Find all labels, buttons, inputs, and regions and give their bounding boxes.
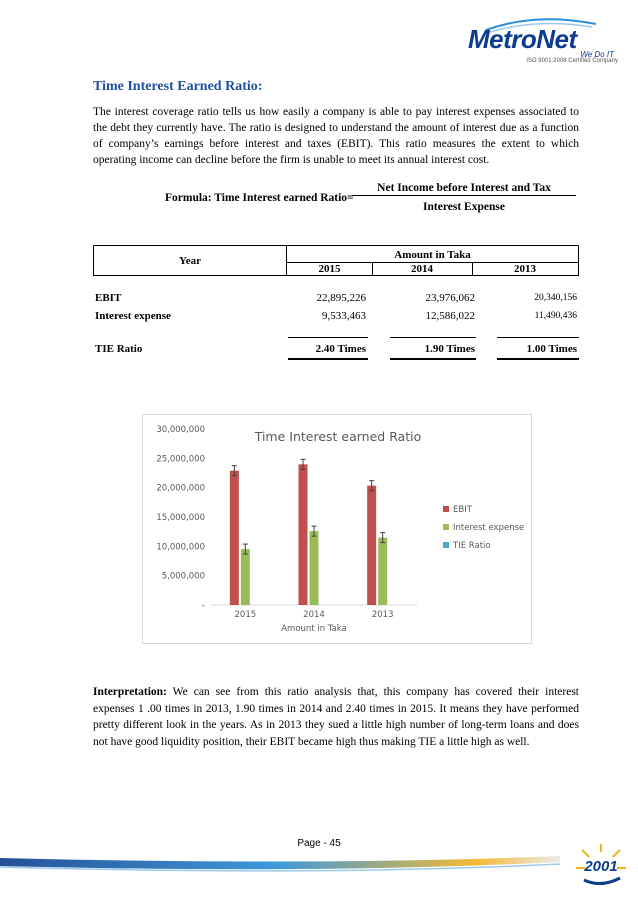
x-tick-label: 2014 [303, 610, 325, 620]
page-number: Page - 45 [297, 838, 341, 849]
y-tick-label: 30,000,000 [156, 425, 205, 435]
bar-ebit [367, 486, 376, 605]
y-tick-label: 10,000,000 [156, 542, 205, 553]
row-label-ebit: EBIT [95, 292, 122, 304]
bar-interest-expense [378, 538, 387, 605]
y-tick-label: 25,000,000 [156, 454, 205, 465]
logo-brand: MetroNet [468, 24, 577, 54]
table-cell: 22,895,226 [316, 292, 366, 304]
bar-interest-expense [310, 531, 319, 605]
table-cell: 20,340,156 [534, 293, 577, 303]
y-tick-label: 15,000,000 [156, 513, 205, 523]
formula-denominator: Interest Expense [423, 201, 505, 213]
tie-value: 1.90 Times [424, 343, 475, 355]
y-tick-label: 20,000,000 [156, 483, 205, 494]
formula-label: Formula: Time Interest earned Ratio= [165, 192, 354, 204]
sum-rule [390, 337, 476, 338]
table-header [93, 245, 579, 276]
tie-value: 1.00 Times [526, 343, 577, 355]
double-rule [288, 358, 368, 360]
badge-year: 2001 [584, 858, 618, 875]
table-cell: 11,490,436 [534, 311, 577, 321]
y-tick-label: - [201, 601, 205, 611]
y-tick-label: 5,000,000 [161, 571, 205, 582]
interpretation-paragraph [93, 684, 579, 750]
tie-chart [142, 414, 532, 644]
legend-label: EBIT [453, 505, 472, 515]
year-2015: 2015 [318, 263, 341, 275]
year-2013: 2013 [514, 263, 536, 275]
legend-label: TIE Ratio [453, 541, 491, 551]
table-cell: 9,533,463 [322, 310, 366, 322]
logo-tagline: We Do IT [580, 50, 614, 59]
tie-value: 2.40 Times [315, 343, 366, 355]
bar-ebit [299, 464, 308, 605]
bar-ebit [230, 471, 239, 605]
amount-header: Amount in Taka [394, 249, 471, 261]
double-rule [390, 358, 476, 360]
table-cell: 23,976,062 [425, 292, 475, 304]
intro-paragraph: The interest coverage ratio tells us how easily a company is able to pay interest expenses associated to the debt they currently have. The ratio is designed to understand the amount of interest due as a function of company’s earnings before interest and taxes (EBIT). This ratio measures the extent to which operating income can decline before the firm is unable to meet its annual interest cost. [93, 106, 579, 166]
legend-swatch [443, 506, 449, 512]
x-axis-title: Amount in Taka [281, 624, 347, 634]
year-2014: 2014 [411, 263, 433, 275]
chart-svg [143, 415, 531, 643]
row-label-tie: TIE Ratio [95, 343, 143, 355]
row-label-interest-expense: Interest expense [95, 310, 171, 322]
formula-numerator: Net Income before Interest and Tax [352, 182, 576, 196]
sum-rule [497, 337, 579, 338]
x-tick-label: 2013 [371, 610, 394, 620]
table-cell: 12,586,022 [425, 310, 475, 322]
interpretation-label: Interpretation: [93, 686, 167, 698]
double-rule [497, 358, 579, 360]
footer-stripe [0, 852, 638, 874]
legend-swatch [443, 542, 449, 548]
section-heading: Time Interest Earned Ratio: [93, 79, 263, 94]
sum-rule [288, 337, 368, 338]
logo-certification: ISO 9001:2008 Certified Company [526, 58, 618, 64]
legend-swatch [443, 524, 449, 530]
company-logo [446, 18, 624, 66]
year-header: Year [94, 246, 287, 275]
x-tick-label: 2015 [234, 610, 257, 620]
chart-title: Time Interest earned Ratio [254, 429, 422, 444]
legend-label: Interest expense [453, 523, 525, 533]
interpretation-text: We can see from this ratio analysis that, this company has covered their interest expenses 1 .00 times in 2013, 1.90 times in 2014 and 2.40 times in 2015. It means they have performed pretty different look in the years. As in 2013 they sued a little high number of long-term loans and does not have good liquidity position, their EBIT became high thus making TIE a little high as well. [93, 686, 579, 748]
bar-interest-expense [241, 549, 250, 605]
